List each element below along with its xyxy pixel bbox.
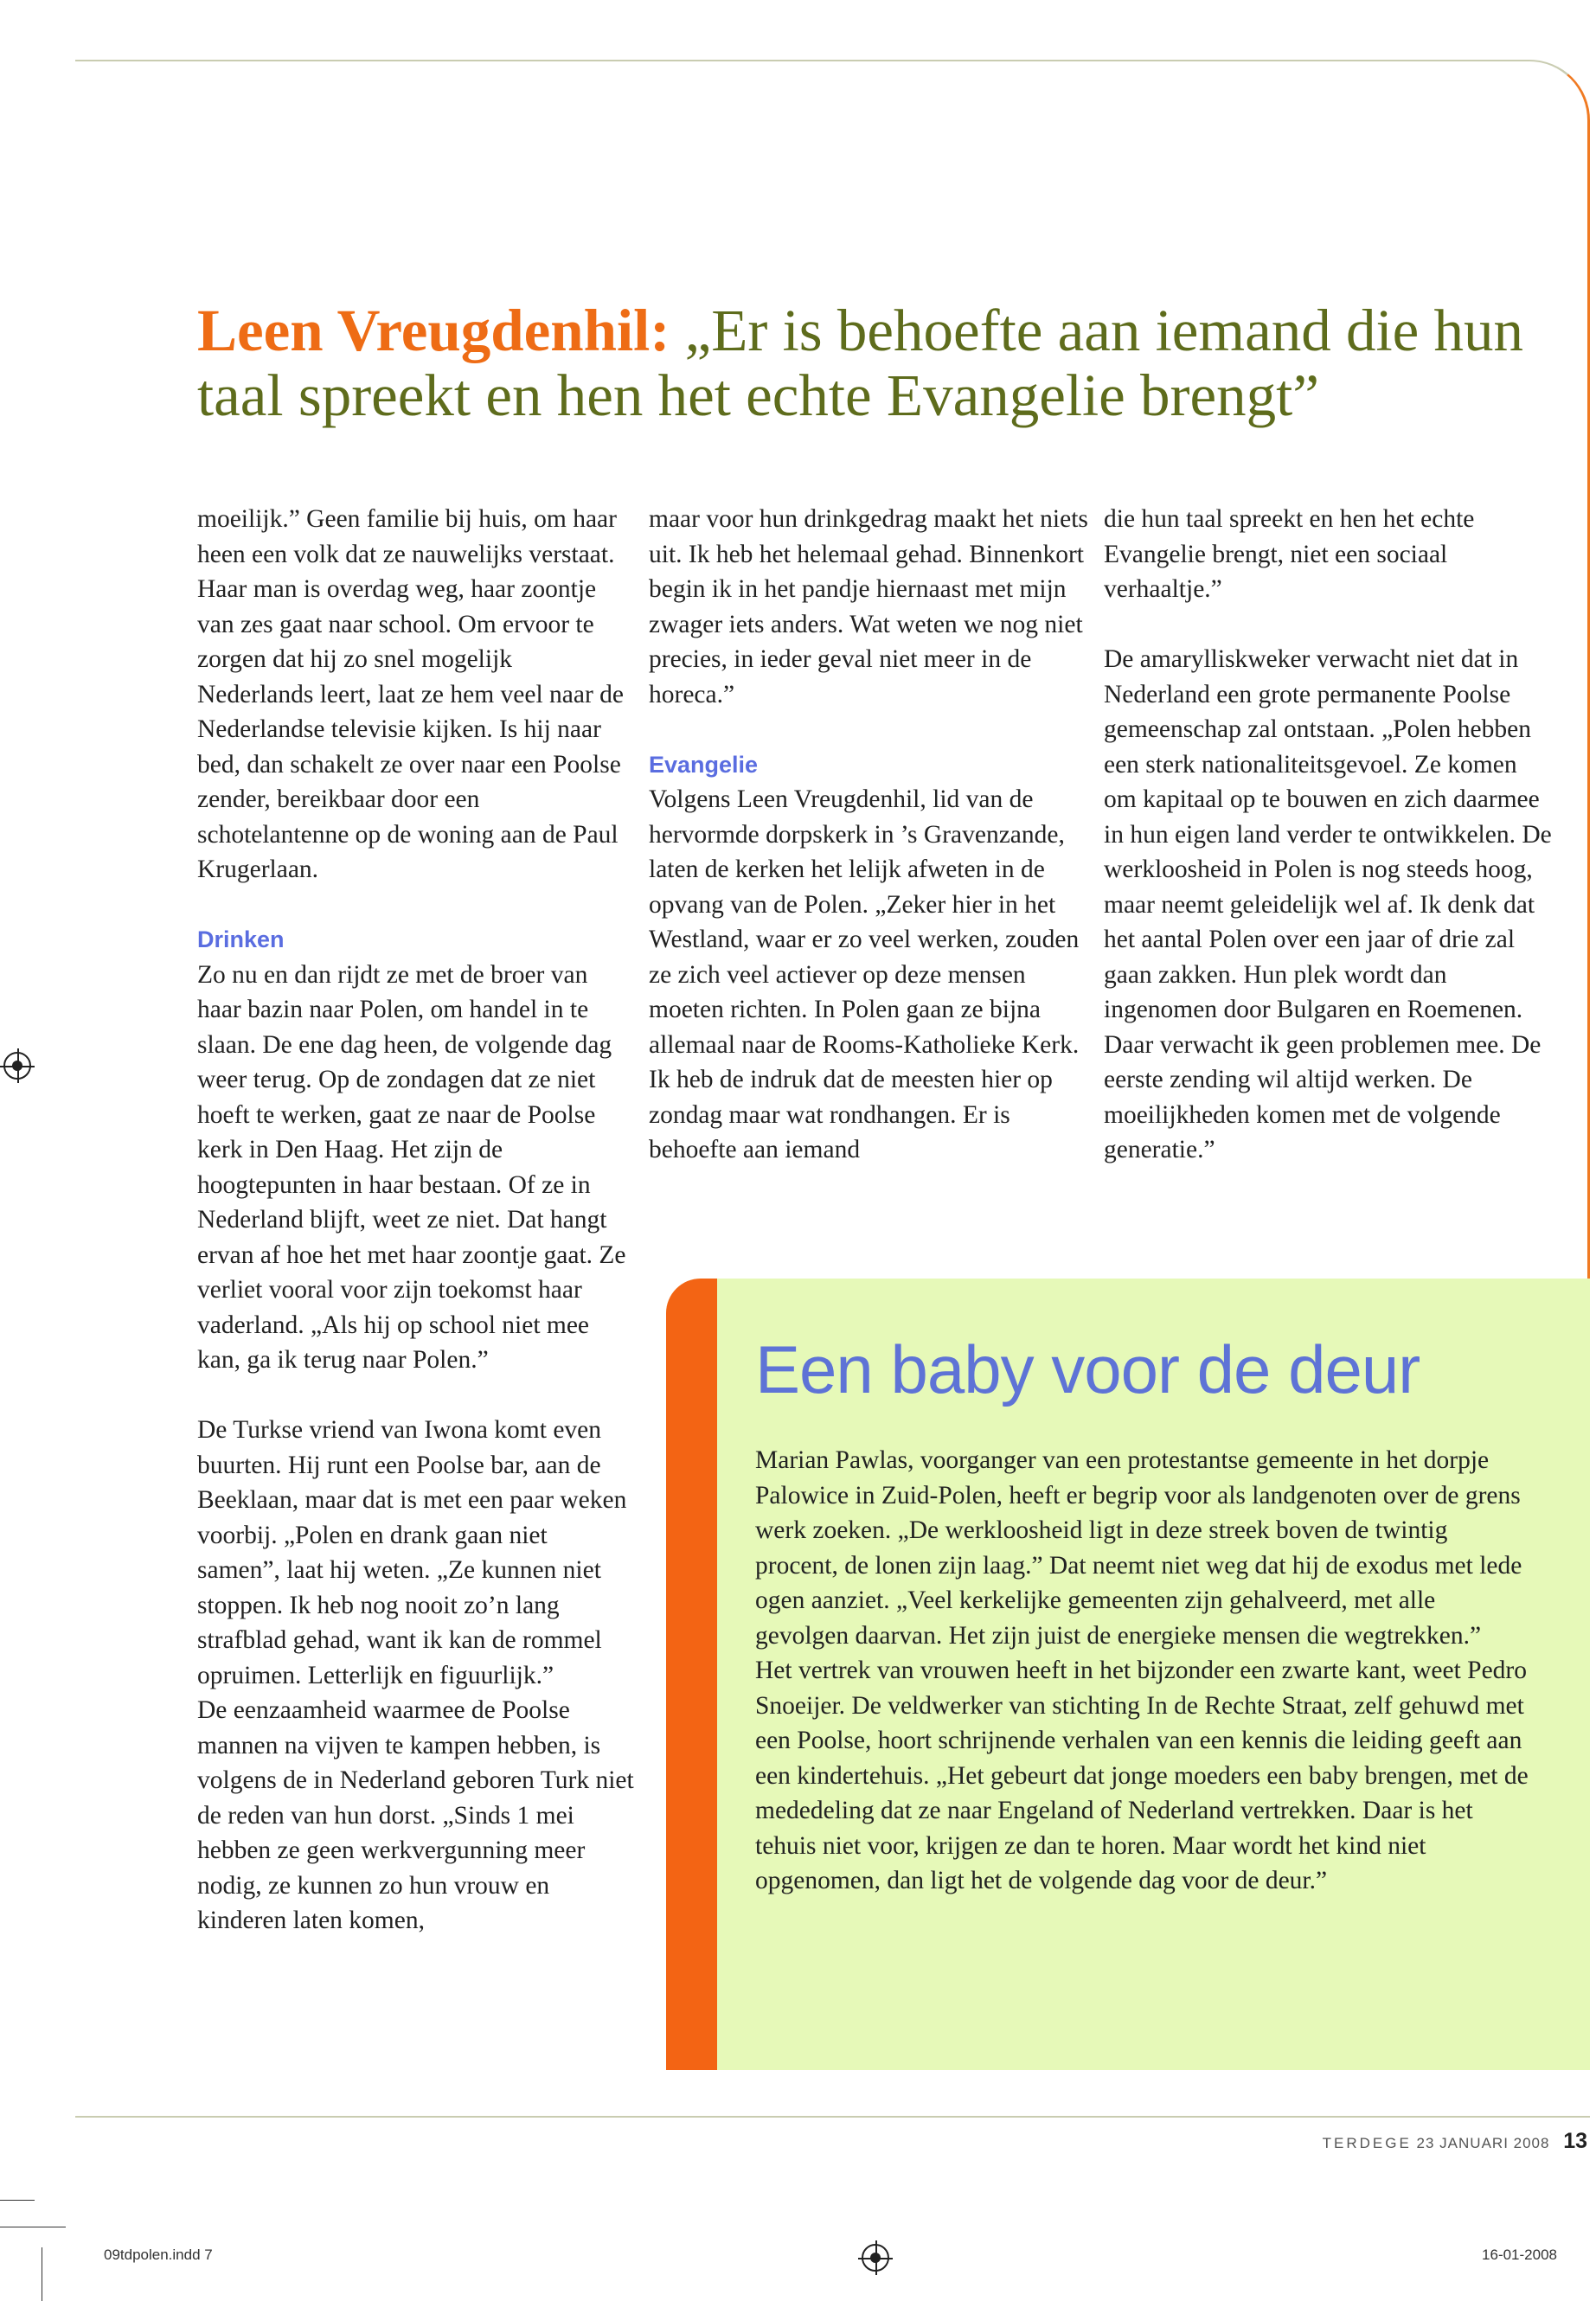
paragraph: Zo nu en dan rijdt ze met de broer van haar bazin naar Polen, om handel in te slaan. De ene dag heen, de volgende dag weer terug. Op de zondagen dat ze niet hoeft te werken, gaat ze naar de Poolse kerk in Den Haag. Het zijn de hoogtepunten in haar bestaan. Of ze in Nederland blijft, weet ze niet. Dat hangt ervan af hoe het met haar zoontje gaat. Ze verliet vooral voor zijn toekomst haar vaderland. „Als hij op school niet mee kan, ga ik terug naar Polen.” xyxy=(197,960,626,1374)
slug-date: 16-01-2008 xyxy=(1482,2247,1557,2263)
paragraph: De amarylliskweker verwacht niet dat in Nederland een grote permanente Poolse gemeenschap zal ontstaan. „Polen hebben een sterk nationaliteitsgevoel. Ze komen om kapitaal op te bouwen en zich daarmee in hun eigen land verder te ontwikkelen. De werkloosheid in Polen is nog steeds hoog, maar neemt geleidelijk wel af. Ik denk dat het aantal Polen over een jaar of drie zal gaan zakken. Hun plek wordt dan ingenomen door Bulgaren en Roemenen. Daar verwacht ik geen problemen mee. De eerste zending wil altijd werken. De moeilijkheden komen met de volgende generatie.” xyxy=(1104,645,1552,1163)
registration-mark-icon xyxy=(3,1052,31,1080)
paragraph: Marian Pawlas, voorganger van een protestantse gemeente in het dorpje Palowice in Zuid-Polen, heeft er begrip voor als landgenoten over de grens werk zoeken. „De werkloosheid ligt in deze streek boven de twintig procent, de lonen zijn laag.” Dat neemt niet weg dat hij de exodus met lede ogen aanziet. „Veel kerkelijke gemeenten zijn gehalveerd, met alle gevolgen daarvan. Het zijn juist de energieke mensen die wegtrekken.” xyxy=(755,1446,1522,1650)
headline-name: Leen Vreugdenhil: xyxy=(197,298,670,363)
frame-top-rule xyxy=(75,60,1522,61)
sidebar-accent-bar xyxy=(666,1279,717,2070)
paragraph: Het vertrek van vrouwen heeft in het bijzonder een zwarte kant, weet Pedro Snoeijer. De veldwerker van stichting In de Rechte Straat, zelf gehuwd met een Poolse, hoort schrijnende verhalen van een kennis die leiding geeft aan een kindertehuis. „Het gebeurt dat jonge moeders een baby brengen, met de mededeling dat ze naar Engeland of Nederland vertrekken. Daar is het tehuis niet voor, krijgen ze dan te horen. Maar wordt het kind niet opgenomen, dan ligt het de volgende dag voor de deur.” xyxy=(755,1657,1529,1894)
page-number: 13 xyxy=(1563,2129,1587,2153)
text-column-2 xyxy=(649,502,1090,1168)
paragraph: De eenzaamheid waarmee de Poolse mannen na vijven te kampen hebben, is volgens de in Nederland geboren Turk niet de reden van hun dorst. „Sinds 1 mei hebben ze geen werkvergunning meer nodig, ze kunnen zo hun vrouw en kinderen laten komen, xyxy=(197,1696,634,1934)
frame-bottom-rule xyxy=(75,2116,1590,2118)
slug-filename: 09tdpolen.indd 7 xyxy=(104,2247,213,2263)
text-column-1 xyxy=(197,502,634,1939)
paragraph: die hun taal spreekt en hen het echte Evangelie brengt, niet een sociaal verhaaltje.” xyxy=(1104,505,1475,603)
frame-right-rule xyxy=(1587,138,1590,1280)
article-headline xyxy=(197,298,1529,428)
frame-corner xyxy=(1505,60,1590,144)
sidebar-body xyxy=(755,1443,1534,1899)
headline-quote: „Er is behoefte aan iemand die hun taal spreekt en hen het echte Evangelie brengt” xyxy=(197,298,1523,428)
paragraph: maar voor hun drinkgedrag maakt het niets uit. Ik heb het helemaal gehad. Binnenkort begin ik in het pandje hiernaast met mijn zwager iets anders. Wat weten we nog niet precies, in ieder geval niet meer in de horeca.” xyxy=(649,505,1088,708)
sidebar-title: Een baby voor de deur xyxy=(755,1331,1420,1407)
issue-date: 23 JANUARI 2008 xyxy=(1416,2135,1550,2151)
text-column-3 xyxy=(1104,502,1554,1168)
subheading-drinken: Drinken xyxy=(197,926,285,952)
subheading-evangelie: Evangelie xyxy=(649,751,759,778)
sidebar-box xyxy=(666,1279,1590,2070)
crop-mark xyxy=(0,2200,35,2201)
paragraph: Volgens Leen Vreugdenhil, lid van de hervormde dorpskerk in ’s Gravenzande, laten de kerken het lelijk afweten in de opvang van de Polen. „Zeker hier in het Westland, waar er zo veel werken, zouden ze zich veel actiever op deze mensen moeten richten. In Polen gaan ze bijna allemaal naar de Rooms-Katholieke Kerk. Ik heb de indruk dat de meesten hier op zondag maar wat rondhangen. Er is behoefte aan iemand xyxy=(649,785,1080,1163)
paragraph: De Turkse vriend van Iwona komt even buurten. Hij runt een Poolse bar, aan de Beeklaan, maar dat is met een paar weken voorbij. „Polen en drank gaan niet samen”, laat hij weten. „Ze kunnen niet stoppen. Ik heb nog nooit zo’n lang strafblad gehad, want ik kan de rommel opruimen. Letterlijk en figuurlijk.” xyxy=(197,1416,627,1689)
paragraph: moeilijk.” Geen familie bij huis, om haar heen een volk dat ze nauwelijks verstaat. Haar man is overdag weg, haar zoontje van zes gaat naar school. Om ervoor te zorgen dat hij zo snel mogelijk Nederlands leert, laat ze hem veel naar de Nederlandse televisie kijken. Is hij naar bed, dan schakelt ze over naar een Poolse zender, bereikbaar door een schotelantenne op de woning aan de Paul Krugerlaan. xyxy=(197,505,625,883)
registration-mark-icon xyxy=(862,2244,889,2272)
page-folio xyxy=(1323,2129,1587,2154)
magazine-name: TERDEGE xyxy=(1322,2135,1412,2151)
